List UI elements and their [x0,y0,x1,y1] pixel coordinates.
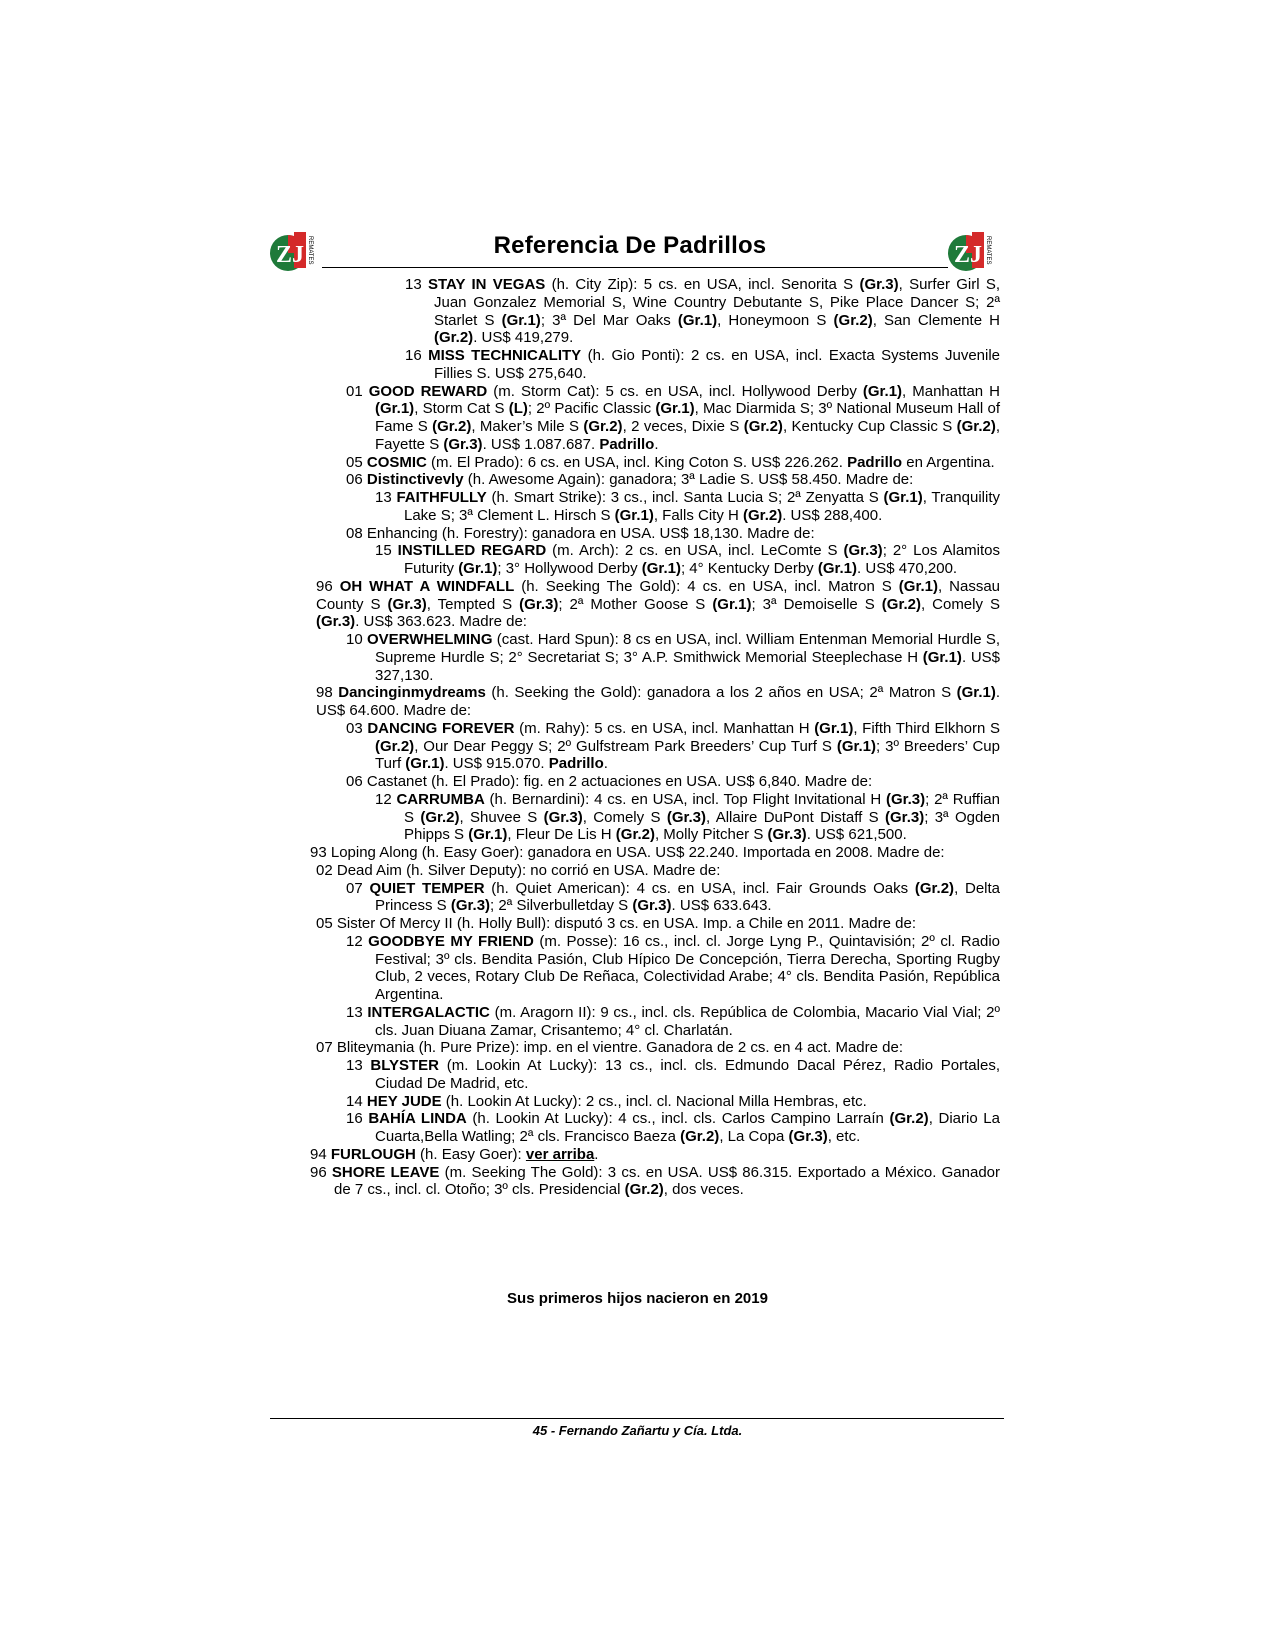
pedigree-entry [316,915,1000,933]
title-divider [322,267,948,268]
entry-horse-name: MISS TECHNICALITY [428,347,582,364]
entry-year: 93 [310,844,327,861]
zj-remates-logo-right [946,226,996,276]
entry-year: 06 [346,773,363,790]
pedigree-entry [405,276,1000,347]
pedigree-entry [316,684,1000,720]
pedigree-entry [346,1092,1000,1111]
entry-details: (h. Seeking the Gold): ganadora a los 2 años en USA; 2ª Matron S (Gr.1). US$ 64.600. Madre de: [316,684,1000,719]
entry-year: 94 [310,1145,327,1163]
logo-side-text: REMATES [985,236,991,265]
entry-horse-name: FAITHFULLY [396,489,487,506]
pedigree-entry [310,844,1000,862]
page-footer: 45 - Fernando Zañartu y Cía. Ltda. [532,1423,743,1438]
entry-details: (cast. Hard Spun): 8 cs en USA, incl. William Entenman Memorial Hurdle S, Supreme Hurdle S; 2° Secretariat S; 3° A.P. Smithwick Memorial Steeplechase H (Gr.1). US$ 327,130. [375,631,1001,684]
entry-horse-name: INSTILLED REGARD [397,542,547,560]
pedigree-entry [346,471,1000,489]
entry-horse-name: INTERGALACTIC [367,1003,490,1021]
entry-horse-name: BAHÍA LINDA [368,1110,467,1128]
entry-horse-name: OH WHAT A WINDFALL [339,577,515,595]
pedigree-entry [346,879,1000,916]
entry-horse-name: CARRUMBA [396,790,485,808]
entry-horse-name: DANCING FOREVER [367,719,515,737]
entry-details: (h. Quiet American): 4 cs. en USA, incl. Fair Grounds Oaks (Gr.2), Delta Princess S (Gr.3); 2ª Silverbulletday S (Gr.3). US$ 633.643. [375,879,1000,915]
pedigree-entry [346,1003,1000,1040]
pedigree-entry [346,382,1000,454]
entry-details: (m. Seeking The Gold): 3 cs. en USA. US$ 86.315. Exportado a México. Ganador de 7 cs., incl. cl. Otoño; 3º cls. Presidencial (Gr.2), dos veces. [334,1163,1001,1199]
entry-year: 12 [375,790,392,808]
entry-horse-name: OVERWHELMING [366,631,493,648]
pedigree-entry [346,453,1000,472]
entry-year: 07 [316,1039,333,1057]
entry-year: 01 [346,382,363,400]
entry-year: 13 [346,1057,363,1074]
entry-year: 12 [346,932,363,950]
entry-details: (h. El Prado): fig. en 2 actuaciones en USA. US$ 6,840. Madre de: [426,773,873,790]
pedigree-entry [346,1057,1000,1093]
logo-letters: ZJ [954,242,983,268]
entry-year: 08 [346,524,363,542]
entry-year: 13 [346,1003,363,1021]
entry-details: (h. Lookin At Lucky): 2 cs., incl. cl. Nacional Milla Hembras, etc. [441,1092,867,1110]
entry-details: (h. Forestry): ganadora en USA. US$ 18,130. Madre de: [437,524,815,542]
entry-year: 05 [346,453,363,471]
entry-year: 02 [316,861,333,879]
entry-details: (m. Lookin At Lucky): 13 cs., incl. cls. Edmundo Dacal Pérez, Radio Portales, Ciudad De Madrid, etc. [375,1057,1000,1092]
entry-year: 14 [346,1092,363,1110]
entry-year: 96 [316,577,333,595]
entry-details: (h. Awesome Again): ganadora; 3ª Ladie S. US$ 58.450. Madre de: [463,471,914,489]
entry-details: (h. Pure Prize): imp. en el vientre. Ganadora de 2 cs. en 4 act. Madre de: [414,1039,903,1057]
pedigree-list [0,276,1275,1199]
pedigree-entry [316,1039,1000,1057]
logo-letters: ZJ [276,242,305,268]
entry-year: 98 [316,684,333,702]
entry-horse-name: Distinctivevly [366,471,464,489]
entry-details: (h. Lookin At Lucky): 4 cs., incl. cls. Carlos Campino Larraín (Gr.2), Diario La Cuarta,Bella Watling; 2ª cls. Francisco Baeza (Gr.2), La Copa (Gr.3), etc. [375,1110,1000,1145]
entry-horse-name: BLYSTER [370,1057,440,1074]
footer-note: Sus primeros hijos nacieron en 2019 [507,1290,768,1307]
footer-divider [270,1418,1004,1419]
entry-details: (h. Easy Goer): ganadora en USA. US$ 22.240. Importada en 2008. Madre de: [417,844,945,861]
pedigree-entry [310,1164,1000,1200]
entry-details: (m. Arch): 2 cs. en USA, incl. LeComte S (Gr.3); 2° Los Alamitos Futurity (Gr.1); 3° Hollywood Derby (Gr.1); 4° Kentucky Derby (Gr.1). US$ 470,200. [404,542,1000,577]
pedigree-entry [405,347,1001,383]
entry-details: (h. Holly Bull): disputó 3 cs. en USA. Imp. a Chile en 2011. Madre de: [452,915,916,932]
pedigree-entry [375,542,1000,578]
pedigree-entry [316,578,1000,631]
pedigree-entry [346,631,1001,684]
entry-horse-name: Bliteymania [336,1039,415,1057]
entry-year: 05 [316,915,333,932]
entry-details: (h. Silver Deputy): no corrió en USA. Madre de: [401,861,721,879]
entry-horse-name: COSMIC [366,453,427,471]
pedigree-entry [375,790,1000,844]
pedigree-entry [316,862,1000,880]
entry-year: 07 [346,879,363,897]
pedigree-entry [346,524,1000,543]
entry-horse-name: SHORE LEAVE [331,1163,440,1181]
entry-year: 13 [375,489,392,506]
pedigree-entry [346,932,1000,1004]
entry-details: (h. Gio Ponti): 2 cs. en USA, incl. Exacta Systems Juvenile Fillies S. US$ 275,640. [434,347,1001,382]
entry-details: (m. Storm Cat): 5 cs. en USA, incl. Hollywood Derby (Gr.1), Manhattan H (Gr.1), Storm Cat S (L); 2º Pacific Classic (Gr.1), Mac Diarmida S; 3º National Museum Hall of Fame S (Gr.2), Maker’s Mile S (Gr.2), 2 veces, Dixie S (Gr.2), Kentucky Cup Classic S (Gr.2), Fayette S (Gr.3). US$ 1.087.687. Padrillo. [375,382,1000,453]
entry-year: 03 [346,719,363,737]
entry-details: (h. Seeking The Gold): 4 cs. en USA, incl. Matron S (Gr.1), Nassau County S (Gr.3), Tempted S (Gr.3); 2ª Mother Goose S (Gr.1); 3ª Demoiselle S (Gr.2), Comely S (Gr.3). US$ 363.623. Madre de: [316,577,1000,631]
entry-horse-name: Dancinginmydreams [338,684,486,702]
entry-details: (m. Aragorn II): 9 cs., incl. cls. República de Colombia, Macario Vial Vial; 2º cls. Juan Diuana Zamar, Crisantemo; 4° cl. Charlatán. [375,1003,1000,1039]
entry-horse-name: STAY IN VEGAS [427,276,546,293]
entry-year: 15 [375,542,392,560]
entry-year: 06 [346,471,363,489]
pedigree-entry [375,489,1000,525]
entry-horse-name: GOODBYE MY FRIEND [368,932,534,950]
entry-horse-name: Loping Along [330,844,418,861]
pedigree-entry [346,773,1000,791]
entry-horse-name: Sister Of Mercy II [336,915,453,932]
entry-details: (m. El Prado): 6 cs. en USA, incl. King Coton S. US$ 226.262. Padrillo en Argentina. [426,453,995,471]
entry-details: (h. Bernardini): 4 cs. en USA, incl. Top Flight Invitational H (Gr.3); 2ª Ruffian S (Gr.2), Shuvee S (Gr.3), Comely S (Gr.3), Allaire DuPont Distaff S (Gr.3); 3ª Ogden Phipps S (Gr.1), Fleur De Lis H (Gr.2), Molly Pitcher S (Gr.3). US$ 621,500. [404,790,1000,844]
entry-horse-name: Enhancing [366,524,438,542]
entry-details: (m. Posse): 16 cs., incl. cl. Jorge Lyng P., Quintavisión; 2º cl. Radio Festival; 3º cls. Bendita Pasión, Club Hípico De Concepción, Tierra Derecha, Sporting Rugby Club, 2 veces, Rotary Club De Reñaca, Colectividad Arabe; 4° cls. Bendita Pasión, República Argentina. [375,932,1000,1003]
entry-year: 96 [310,1163,327,1181]
entry-year: 10 [346,631,363,648]
entry-horse-name: Castanet [366,773,427,790]
page-title: Referencia De Padrillos [493,232,767,259]
entry-year: 16 [346,1110,363,1128]
zj-remates-logo-left [268,226,318,276]
entry-horse-name: QUIET TEMPER [369,879,485,897]
entry-year: 13 [405,276,422,293]
entry-horse-name: Dead Aim [336,861,402,879]
entry-year: 16 [405,347,422,364]
entry-horse-name: FURLOUGH [330,1145,416,1163]
pedigree-entry [346,719,1000,773]
entry-details: (h. City Zip): 5 cs. en USA, incl. Senorita S (Gr.3), Surfer Girl S, Juan Gonzalez Memorial S, Wine Country Debutante S, Pike Place Dancer S; 2ª Starlet S (Gr.1); 3ª Del Mar Oaks (Gr.1), Honeymoon S (Gr.2), San Clemente H (Gr.2). US$ 419,279. [434,276,1000,347]
entry-details: (h. Easy Goer): ver arriba. [415,1145,599,1163]
entry-horse-name: HEY JUDE [366,1092,442,1110]
pedigree-entry [346,1110,1000,1146]
entry-details: (m. Rahy): 5 cs. en USA, incl. Manhattan H (Gr.1), Fifth Third Elkhorn S (Gr.2), Our Dear Peggy S; 2º Gulfstream Park Breeders’ Cup Turf S (Gr.1); 3º Breeders’ Cup Turf (Gr.1). US$ 915.070. Padrillo. [375,719,1000,773]
pedigree-entry [310,1146,1000,1164]
entry-horse-name: GOOD REWARD [368,382,488,400]
entry-details: (h. Smart Strike): 3 cs., incl. Santa Lucia S; 2ª Zenyatta S (Gr.1), Tranquility Lake S; 3ª Clement L. Hirsch S (Gr.1), Falls City H (Gr.2). US$ 288,400. [404,489,1000,524]
logo-side-text: REMATES [307,236,313,265]
